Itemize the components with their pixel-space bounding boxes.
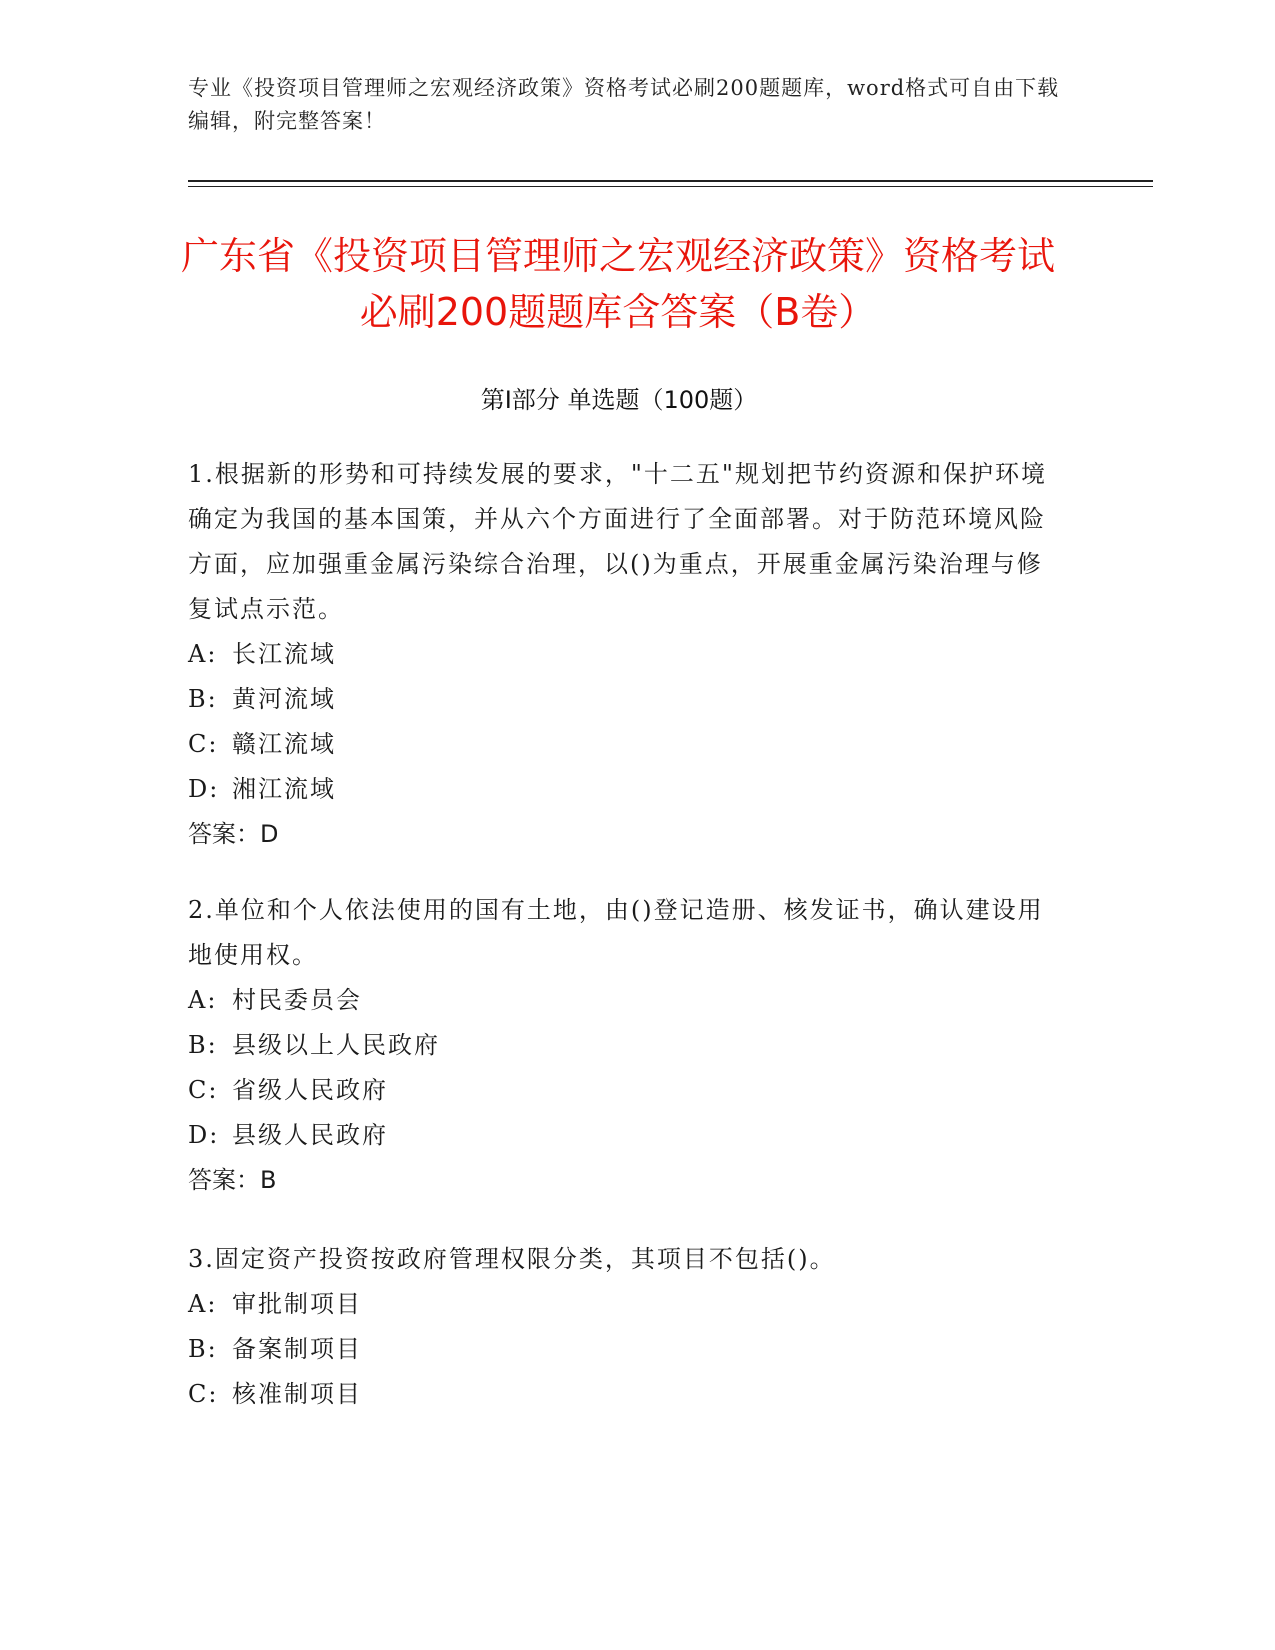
option-text: 赣江流域 [232,730,336,758]
option-text: 黄河流域 [232,685,336,713]
question-1 [188,452,1058,857]
option-text: 长江流域 [232,640,336,668]
header-note: 专业《投资项目管理师之宏观经济政策》资格考试必刷200题题库，word格式可自由下载编辑，附完整答案！ [188,76,1060,133]
answer-line: 答案：B [188,1166,277,1194]
option-d [188,1113,1058,1158]
header-divider-thin [188,186,1153,187]
question-stem: 1.根据新的形势和可持续发展的要求，"十二五"规划把节约资源和保护环境确定为我国的基本国策，并从六个方面进行了全面部署。对于防范环境风险方面，应加强重金属污染综合治理，以()为重点，开展重金属污染治理与修复试点示范。 [188,460,1047,623]
question-3 [188,1237,1058,1417]
option-c [188,722,1058,767]
option-key: B: [188,1031,218,1059]
option-d [188,767,1058,812]
document-title: 广东省《投资项目管理师之宏观经济政策》资格考试必刷200题题库含答案（B卷） [180,234,1055,334]
option-key: A: [188,986,218,1014]
option-key: A: [188,640,218,668]
option-text: 县级人民政府 [232,1121,388,1149]
question-2 [188,888,1058,1203]
option-b [188,1327,1058,1372]
option-c [188,1068,1058,1113]
option-text: 核准制项目 [232,1380,362,1408]
option-key: D: [188,775,220,803]
option-text: 县级以上人民政府 [232,1031,440,1059]
header-divider-thick [188,180,1153,182]
option-c [188,1372,1058,1417]
option-text: 村民委员会 [232,986,362,1014]
option-key: B: [188,1335,218,1363]
option-a [188,1282,1058,1327]
answer-line: 答案：D [188,820,279,848]
section-title: 第Ⅰ部分 单选题（100题） [480,386,758,414]
option-key: C: [188,1076,219,1104]
option-text: 备案制项目 [232,1335,362,1363]
option-key: A: [188,1290,218,1318]
option-text: 审批制项目 [232,1290,362,1318]
option-key: B: [188,685,218,713]
option-a [188,632,1058,677]
option-key: D: [188,1121,220,1149]
option-key: C: [188,1380,219,1408]
option-b [188,677,1058,722]
document-page [180,0,1088,1650]
question-stem: 2.单位和个人依法使用的国有土地，由()登记造册、核发证书，确认建设用地使用权。 [188,896,1044,969]
option-text: 省级人民政府 [232,1076,388,1104]
question-stem: 3.固定资产投资按政府管理权限分类，其项目不包括()。 [188,1245,836,1273]
option-a [188,978,1058,1023]
option-b [188,1023,1058,1068]
option-text: 湘江流域 [232,775,336,803]
option-key: C: [188,730,219,758]
